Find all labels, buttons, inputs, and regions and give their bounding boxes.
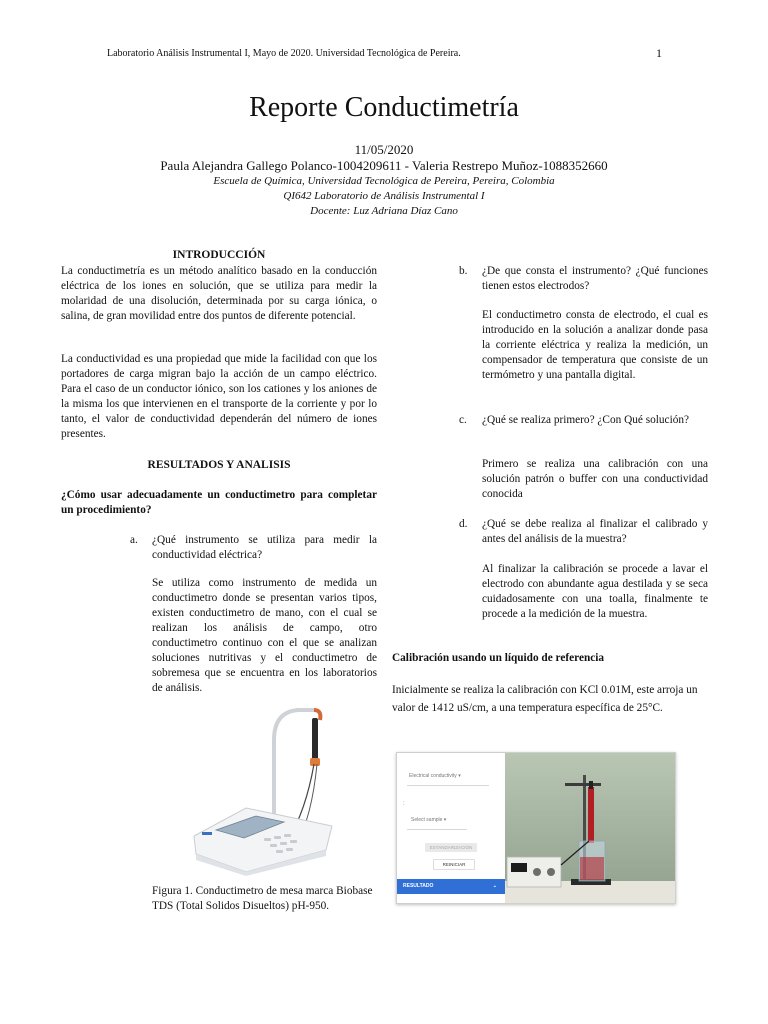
item-a-answer: Se utiliza como instrumento de medida un conductimetro donde se presentan varios tipos, existen conductimetro de mano, con el cual se realizan los análisis de campo, otro conductimetro continuo con el que se analizan soluciones nutritivas y el conductimetro de sobremesa que se encuentra en los laboratorios de análisis. [152, 577, 377, 694]
chevron-down-icon: ⌄ [492, 883, 497, 889]
result-panel-toggle[interactable] [397, 879, 505, 894]
conductivity-select[interactable] [409, 773, 461, 779]
paper-date: 11/05/2020 [354, 142, 414, 157]
conductivity-meter-figure [186, 700, 338, 876]
item-b-question: ¿De que consta el instrumento? ¿Qué funciones tienen estos electrodos? [482, 265, 708, 292]
intro-paragraph-1: La conductimetría es un método analítico basado en la conducción eléctrica de los iones en solución, que se utiliza para medir la molaridad de una disolución, determinada por su carga iónica, o salina, de gran movilidad entre dos puntos de diferente potencial. [61, 265, 377, 322]
affiliation-school: Escuela de Química, Universidad Tecnológica de Pereira, Pereira, Colombia [213, 175, 555, 187]
introduction-heading: INTRODUCCIÓN [172, 249, 266, 261]
field-marker: : [403, 801, 405, 807]
lab-photo [505, 753, 675, 903]
calibration-heading: Calibración usando un líquido de referencia [392, 652, 605, 664]
item-b-answer: El conductimetro consta de electrodo, el cual es introducido en la solución a analizar donde pasa la corriente eléctrica y realiza la medición, un compensador de temperatura que consiste de un termómetro y una pantalla digital. [482, 309, 708, 381]
field-underline [407, 785, 489, 786]
item-d-question: ¿Qué se debe realiza al finalizar el calibrado y antes del análisis de la muestra? [482, 518, 708, 545]
running-head: Laboratorio Análisis Instrumental I, Mayo de 2020. Universidad Tecnológica de Pereira. [107, 48, 461, 59]
item-b-letter: b. [459, 265, 468, 277]
standardize-button[interactable]: ESTANDARIZACIÓN [425, 843, 477, 852]
simulator-panel [397, 753, 505, 903]
item-c-letter: c. [459, 414, 467, 426]
chevron-down-icon: ▾ [458, 773, 461, 779]
item-d-answer: Al finalizar la calibración se procede a lavar el electrodo con abundante agua destilada y se seca cuidadosamente con una toalla, finalmente te procede a la medición de la muestra. [482, 563, 708, 620]
conductivity-select-value: Electrical conductivity [409, 773, 457, 779]
page-number: 1 [656, 46, 662, 60]
field-underline [407, 829, 467, 830]
results-heading: RESULTADOS Y ANALISIS [147, 459, 291, 471]
item-c-answer: Primero se realiza una calibración con una solución patrón o buffer con una conductividad conocida [482, 458, 708, 500]
figure-1-caption: Figura 1. Conductimetro de mesa marca Biobase TDS (Total Solidos Disueltos) pH-950. [152, 885, 373, 912]
results-question: ¿Cómo usar adecuadamente un conductimetro para completar un procedimiento? [61, 489, 377, 516]
sample-select-value: Select sample [411, 817, 443, 823]
item-c-question: ¿Qué se realiza primero? ¿Con Qué solución? [482, 414, 690, 426]
result-label: RESULTADO [403, 883, 434, 889]
chevron-down-icon: ▾ [443, 817, 447, 823]
paper-authors: Paula Alejandra Gallego Polanco-1004209611 - Valeria Restrepo Muñoz-1088352660 [160, 158, 608, 173]
item-d-letter: d. [459, 518, 468, 530]
item-a-letter: a. [130, 534, 138, 546]
item-a-question: ¿Qué instrumento se utiliza para medir la conductividad eléctrica? [152, 534, 377, 561]
calibration-screenshot-figure [396, 752, 676, 904]
calibration-text: Inicialmente se realiza la calibración con KCl 0.01M, este arroja un valor de 1412 uS/cm, a una temperatura específica de 25°C. [392, 684, 698, 714]
intro-paragraph-2: La conductividad es una propiedad que mide la facilidad con que los portadores de carga migran bajo la acción de un campo eléctrico. Para el caso de un conductor iónico, son los cationes y los aniones de la misma los que intervienen en el transporte de la corriente y por lo tanto, el valor de conductividad dependerán del número de iones presentes. [61, 353, 377, 440]
affiliation-teacher: Docente: Luz Adriana Díaz Cano [310, 205, 458, 217]
affiliation-course: QI642 Laboratorio de Análisis Instrumental I [283, 190, 485, 202]
reset-button[interactable]: REINICIAR [433, 859, 475, 870]
paper-title: Reporte Conductimetría [249, 92, 519, 123]
sample-select[interactable] [411, 817, 446, 823]
